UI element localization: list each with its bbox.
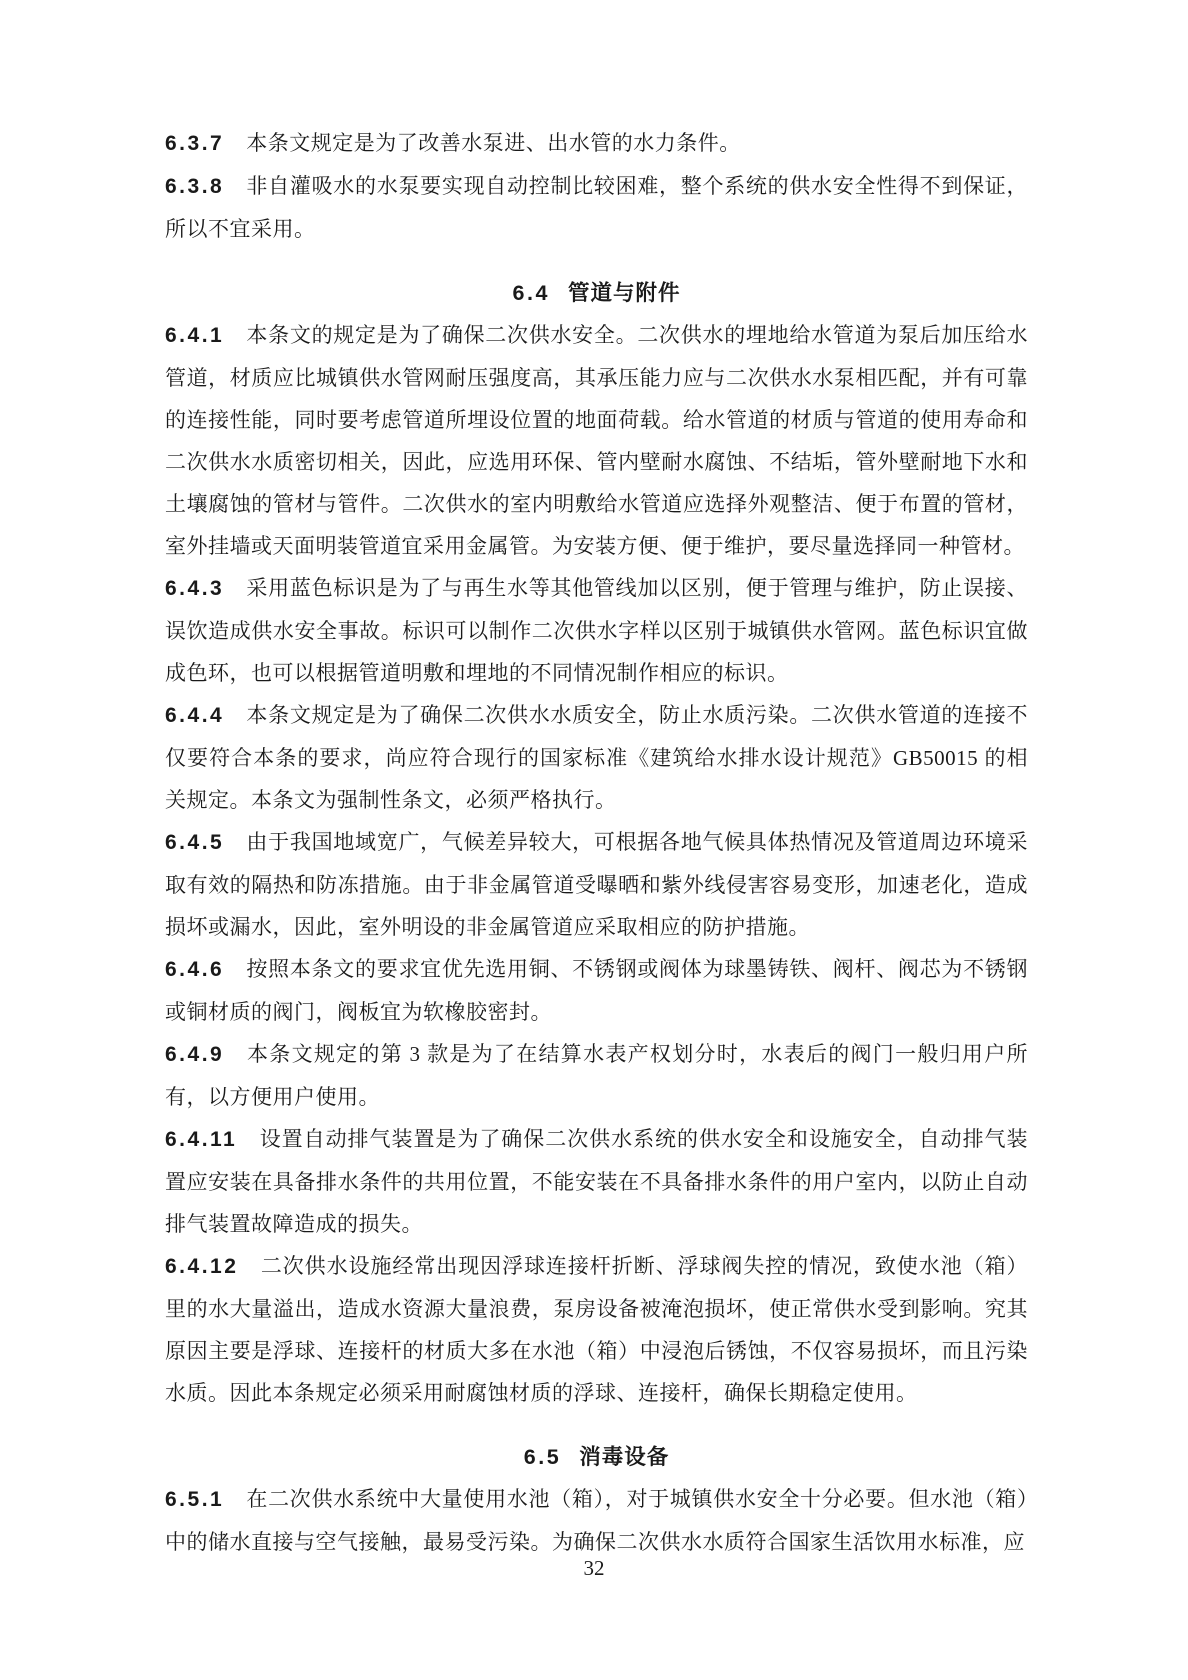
clause-number: 6.4.3 [165, 577, 225, 600]
clause-number: 6.4.11 [165, 1128, 238, 1151]
clause-paragraph [165, 948, 1028, 1033]
clause-text: 本条文规定是为了确保二次供水水质安全，防止水质污染。二次供水管道的连接不仅要符合本条的要求，尚应符合现行的国家标准《建筑给水排水设计规范》GB50015 的相关规定。本条文为强制性条文，必须严格执行。 [165, 703, 1028, 812]
page-footer [0, 1556, 1188, 1581]
clause-text: 本条文规定的第 3 款是为了在结算水表产权划分时，水表后的阀门一般归用户所有，以方便用户使用。 [165, 1042, 1028, 1109]
section-heading [165, 272, 1028, 314]
document-body [165, 122, 1028, 1563]
clause-paragraph [165, 1245, 1028, 1414]
clause-paragraph [165, 821, 1028, 948]
clause-text: 采用蓝色标识是为了与再生水等其他管线加以区别，便于管理与维护，防止误接、误饮造成供水安全事故。标识可以制作二次供水字样以区别于城镇供水管网。蓝色标识宜做成色环，也可以根据管道明敷和埋地的不同情况制作相应的标识。 [165, 576, 1028, 685]
clause-number: 6.4.12 [165, 1255, 239, 1278]
section-heading [165, 1436, 1028, 1478]
clause-paragraph [165, 122, 1028, 165]
clause-paragraph [165, 165, 1028, 250]
clause-text: 按照本条文的要求宜优先选用铜、不锈钢或阀体为球墨铸铁、阀杆、阀芯为不锈钢或铜材质的阀门，阀板宜为软橡胶密封。 [165, 957, 1028, 1024]
section-title: 管道与附件 [567, 281, 681, 305]
clause-number: 6.4.4 [165, 704, 225, 727]
section-number: 6.5 [523, 1445, 562, 1469]
clause-paragraph [165, 314, 1028, 567]
clause-text: 设置自动排气装置是为了确保二次供水系统的供水安全和设施安全，自动排气装置应安装在具备排水条件的共用位置，不能安装在不具备排水条件的用户室内，以防止自动排气装置故障造成的损失。 [165, 1127, 1028, 1236]
section-title: 消毒设备 [579, 1445, 670, 1469]
section-number: 6.4 [512, 281, 550, 305]
clause-paragraph [165, 694, 1028, 821]
clause-text: 非自灌吸水的水泵要实现自动控制比较困难，整个系统的供水安全性得不到保证，所以不宜采用。 [165, 174, 1028, 241]
clause-paragraph [165, 1478, 1028, 1563]
clause-paragraph [165, 1118, 1028, 1245]
clause-paragraph [165, 1033, 1028, 1118]
clause-number: 6.4.9 [165, 1043, 225, 1066]
clause-text: 二次供水设施经常出现因浮球连接杆折断、浮球阀失控的情况，致使水池（箱）里的水大量溢出，造成水资源大量浪费，泵房设备被淹泡损坏，使正常供水受到影响。究其原因主要是浮球、连接杆的材质大多在水池（箱）中浸泡后锈蚀，不仅容易损坏，而且污染水质。因此本条规定必须采用耐腐蚀材质的浮球、连接杆，确保长期稳定使用。 [165, 1254, 1028, 1405]
clause-text: 在二次供水系统中大量使用水池（箱），对于城镇供水安全十分必要。但水池（箱）中的储水直接与空气接触，最易受污染。为确保二次供水水质符合国家生活饮用水标准，应 [165, 1487, 1028, 1554]
clause-text: 本条文的规定是为了确保二次供水安全。二次供水的埋地给水管道为泵后加压给水管道，材质应比城镇供水管网耐压强度高，其承压能力应与二次供水水泵相匹配，并有可靠的连接性能，同时要考虑管道所埋设位置的地面荷载。给水管道的材质与管道的使用寿命和二次供水水质密切相关，因此，应选用环保、管内壁耐水腐蚀、不结垢，管外壁耐地下水和土壤腐蚀的管材与管件。二次供水的室内明敷给水管道应选择外观整洁、便于布置的管材，室外挂墙或天面明装管道宜采用金属管。为安装方便、便于维护，要尽量选择同一种管材。 [165, 323, 1028, 558]
clause-paragraph [165, 567, 1028, 694]
page-number: 32 [583, 1556, 605, 1580]
clause-number: 6.3.8 [165, 175, 225, 198]
clause-text: 本条文规定是为了改善水泵进、出水管的水力条件。 [246, 131, 741, 155]
clause-number: 6.4.6 [165, 958, 225, 981]
clause-number: 6.5.1 [165, 1488, 225, 1511]
clause-number: 6.4.5 [165, 831, 225, 854]
clause-number: 6.3.7 [165, 132, 225, 155]
clause-text: 由于我国地域宽广，气候差异较大，可根据各地气候具体热情况及管道周边环境采取有效的隔热和防冻措施。由于非金属管道受曝晒和紫外线侵害容易变形，加速老化，造成损坏或漏水，因此，室外明设的非金属管道应采取相应的防护措施。 [165, 830, 1028, 939]
clause-number: 6.4.1 [165, 324, 225, 347]
